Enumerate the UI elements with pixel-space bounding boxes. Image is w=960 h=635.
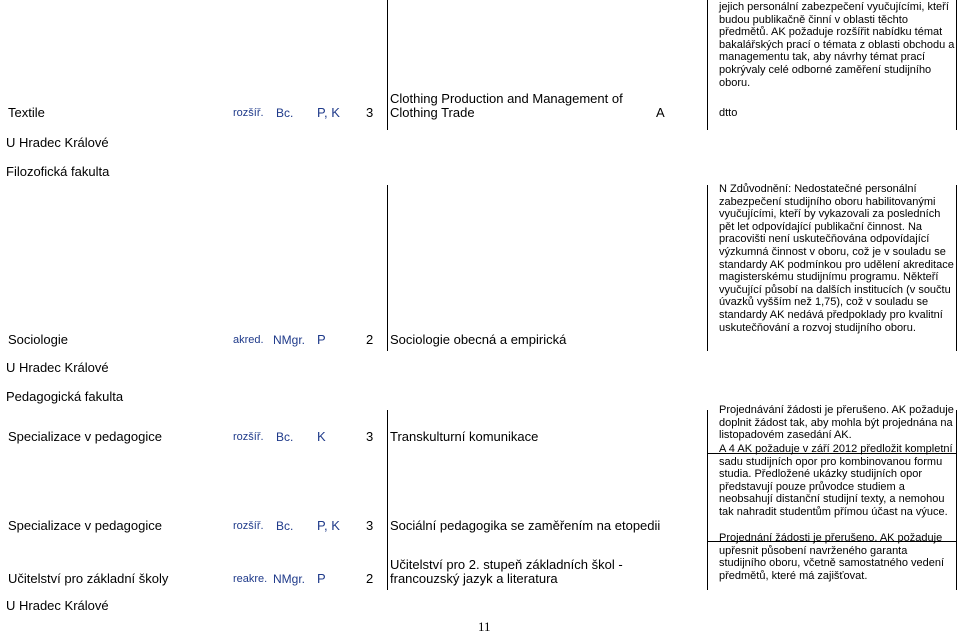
teacher-note: Projednání žádosti je přerušeno. AK požaduje upřesnit působení navrženého garanta studijního oboru, včetně samostatného vedení předmětů, které má zajišťovat. xyxy=(719,532,945,582)
textile-years: 3 xyxy=(366,105,374,120)
section-location: U Hradec Králové xyxy=(6,135,109,150)
teacher-program-line2: francouzský jazyk a literatura xyxy=(390,571,558,586)
spec2-field: Specializace v pedagogice xyxy=(8,518,162,533)
table-line xyxy=(707,0,708,130)
sociology-field: Sociologie xyxy=(8,332,68,347)
textile-decision: A xyxy=(656,105,665,120)
spec2-level: Bc. xyxy=(276,519,294,533)
spec1-level: Bc. xyxy=(276,430,294,444)
section-location: U Hradec Králové xyxy=(6,598,109,613)
spec1-years: 3 xyxy=(366,429,374,444)
textile-level: Bc. xyxy=(276,106,294,120)
textile-note: dtto xyxy=(719,107,738,119)
teacher-type: reakre. xyxy=(233,573,268,585)
sociology-level: NMgr. xyxy=(273,333,306,347)
spec2-type: rozšíř. xyxy=(233,520,264,532)
textile-type: rozšíř. xyxy=(233,107,264,119)
table-line xyxy=(387,185,388,351)
table-line xyxy=(387,410,388,590)
spec1-field: Specializace v pedagogice xyxy=(8,429,162,444)
page-number: 11 xyxy=(478,619,491,634)
textile-form: P, K xyxy=(317,105,340,120)
top-note-continuation: jejich personální zabezpečení vyučujícími, kteří budou publikačně činní v oblasti těchto předmětů. AK požaduje rozšířit nabídku témat bakalářských prací o témata z oblasti obchodu a managementu tak, aby návrhy témat prací pokrývaly celé odborné zaměření studijního oboru. xyxy=(719,1,955,89)
spec1-type: rozšíř. xyxy=(233,431,264,443)
sociology-years: 2 xyxy=(366,332,374,347)
spec2-note: A 4 AK požaduje v září 2012 předložit kompletní sadu studijních opor pro kombinovanou formu studia. Předložené ukázky studijních opor představují pouze průvodce studiem a neobsahují distanční studijní texty, a nemohou tak nahradit studentům přímou účast na výuce. xyxy=(719,443,953,518)
textile-field: Textile xyxy=(8,105,45,120)
faculty-heading: Pedagogická fakulta xyxy=(6,389,124,404)
textile-program-line1: Clothing Production and Management of xyxy=(390,91,623,106)
table-line xyxy=(707,410,708,590)
sociology-note: N Zdůvodnění: Nedostatečné personální zabezpečení studijního oboru habilitovanými vyučujícími, kteří by vykazovali za posledních pět let odpovídající publikační činnost. Na pracovišti není uskutečňována odpovídající výzkumná činnost v oboru, což je v souladu se standardy AK podmínkou pro udělení akreditace magisterskému studijnímu programu. Někteří vyučující působí na dalších institucích (v součtu úvazků vyšším než 1,75), což v souladu se standardy AK nedává předpoklady pro kvalitní uskutečňování a rozvoj studijního oboru. xyxy=(719,183,954,334)
table-line xyxy=(387,0,388,130)
spec2-program: Sociální pedagogika se zaměřením na etopedii xyxy=(390,518,661,533)
spec2-form: P, K xyxy=(317,518,340,533)
table-line xyxy=(956,0,957,130)
spec2-years: 3 xyxy=(366,518,374,533)
sociology-form: P xyxy=(317,332,326,347)
table-line xyxy=(956,185,957,351)
teacher-level: NMgr. xyxy=(273,572,306,586)
textile-program-line2: Clothing Trade xyxy=(390,105,475,120)
teacher-field: Učitelství pro základní školy xyxy=(8,571,169,586)
spec1-form: K xyxy=(317,429,326,444)
faculty-heading: Filozofická fakulta xyxy=(6,164,110,179)
teacher-program-line1: Učitelství pro 2. stupeň základních škol - xyxy=(390,557,623,572)
table-line xyxy=(707,185,708,351)
table-line xyxy=(956,410,957,590)
spec1-program: Transkulturní komunikace xyxy=(390,429,539,444)
teacher-form: P xyxy=(317,571,326,586)
teacher-years: 2 xyxy=(366,571,374,586)
spec1-note: Projednávání žádosti je přerušeno. AK požaduje doplnit žádost tak, aby mohla být projednána na listopadovém zasedání AK. xyxy=(719,404,954,442)
section-location: U Hradec Králové xyxy=(6,360,109,375)
sociology-program: Sociologie obecná a empirická xyxy=(390,332,567,347)
sociology-type: akred. xyxy=(233,334,264,346)
